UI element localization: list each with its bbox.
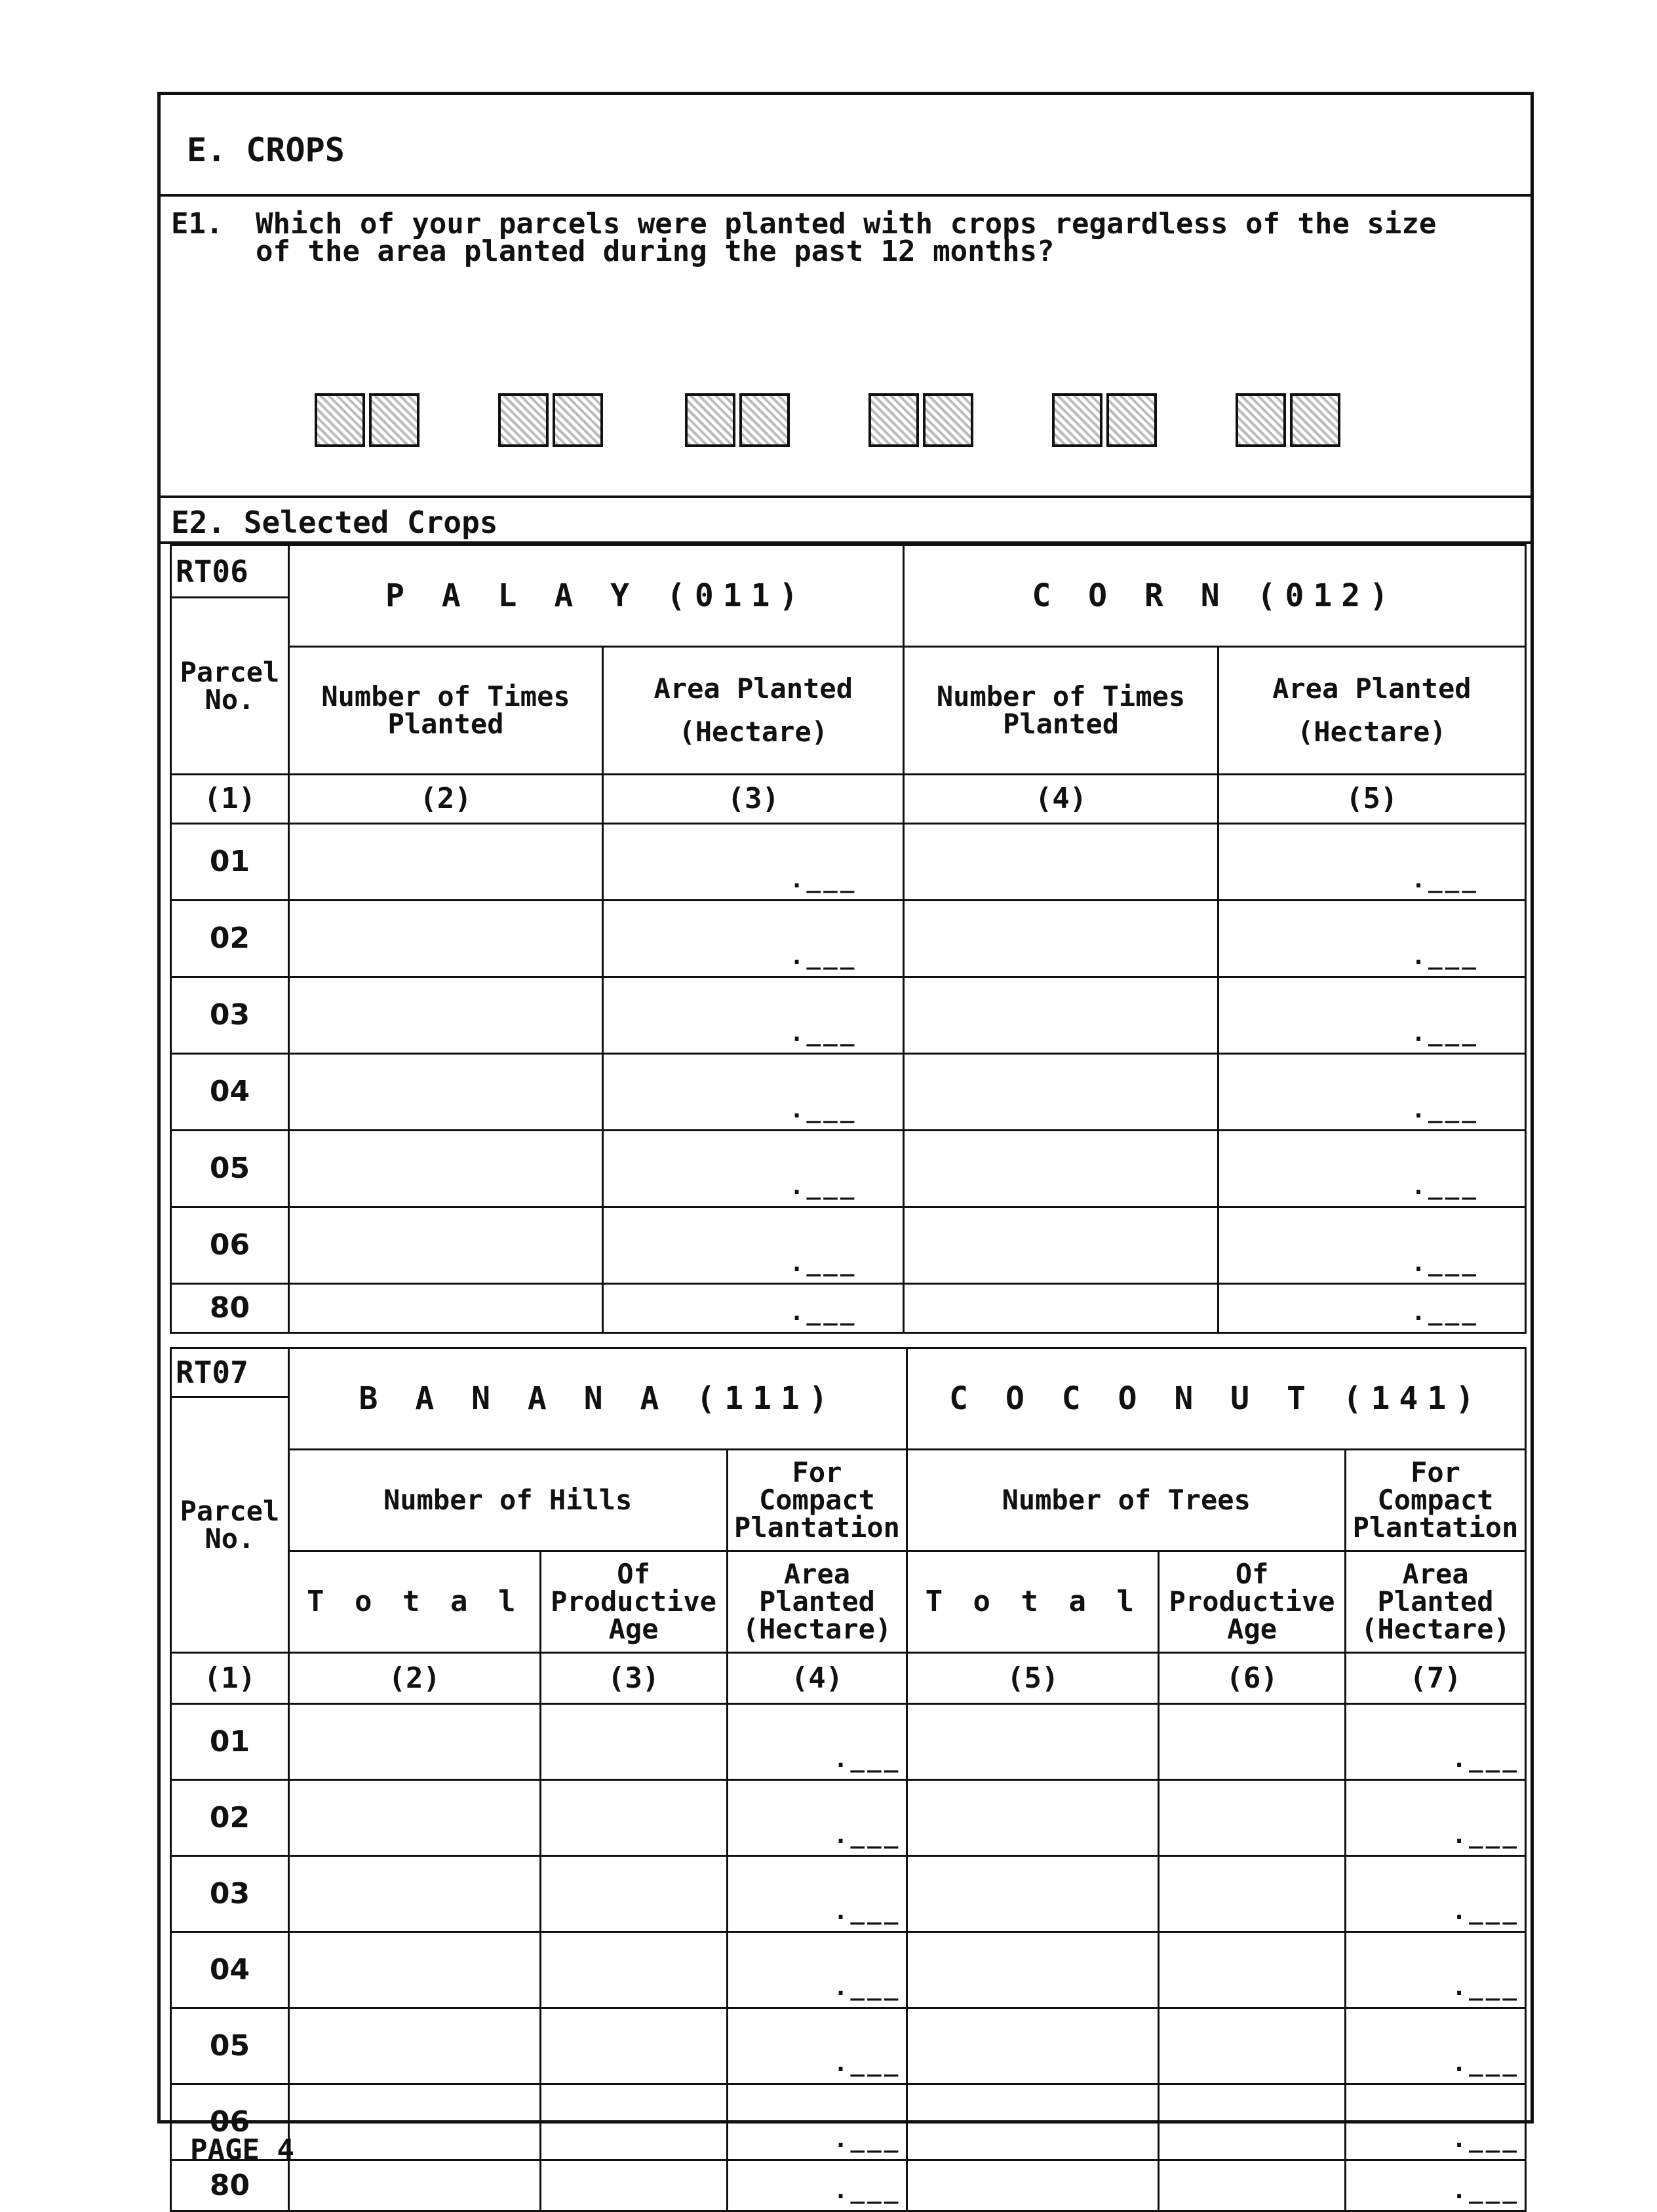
col-number: (7) <box>1346 1653 1526 1704</box>
hectare-label: (Hectare) <box>1297 716 1447 748</box>
col-number: (1) <box>171 1653 289 1704</box>
input-cell[interactable] <box>727 2008 907 2084</box>
input-cell[interactable] <box>904 1131 1218 1207</box>
parcel-code-box[interactable] <box>868 393 973 447</box>
decimal-mark: .___ <box>1452 1822 1519 1849</box>
parcel-no-header: Parcel No. <box>171 1397 289 1653</box>
input-cell[interactable] <box>288 901 602 977</box>
parcel-code-box[interactable] <box>685 393 790 447</box>
input-cell[interactable] <box>907 1704 1159 1780</box>
input-cell[interactable] <box>540 1856 727 1932</box>
input-cell[interactable] <box>907 1932 1159 2008</box>
input-cell[interactable] <box>1159 2084 1346 2160</box>
input-cell[interactable] <box>288 1704 540 1780</box>
section-header <box>161 95 1530 197</box>
table-row <box>171 1932 1526 2008</box>
corn-times-header: Number of Times Planted <box>904 647 1218 775</box>
parcel-number: 02 <box>171 1780 289 1856</box>
question-line-1: Which of your parcels were planted with crops regardless of the size <box>256 207 1437 241</box>
input-cell[interactable] <box>904 977 1218 1054</box>
col-number: (6) <box>1159 1653 1346 1704</box>
area-label: Area Planted <box>653 672 853 705</box>
table-row <box>171 1284 1526 1333</box>
parcel-code-box[interactable] <box>498 393 603 447</box>
parcel-number: 01 <box>171 1704 289 1780</box>
input-cell[interactable] <box>603 1131 904 1207</box>
input-cell[interactable] <box>1218 901 1525 977</box>
input-cell[interactable] <box>907 2008 1159 2084</box>
question-number: E1. <box>171 207 224 241</box>
parcel-number: 01 <box>171 824 289 901</box>
input-cell[interactable] <box>1218 977 1525 1054</box>
table-row <box>171 1780 1526 1856</box>
col-number: (5) <box>907 1653 1159 1704</box>
parcel-number: 06 <box>171 1207 289 1284</box>
banana-total-header: T o t a l <box>288 1551 540 1653</box>
rt07-table <box>170 1347 1527 2212</box>
banana-productive-header: Of Productive Age <box>540 1551 727 1653</box>
decimal-mark: .___ <box>1411 1299 1479 1326</box>
parcel-number: 03 <box>171 977 289 1054</box>
col-number: (2) <box>288 775 602 824</box>
decimal-mark: .___ <box>789 1096 857 1123</box>
col-number: (5) <box>1218 775 1525 824</box>
parcel-number: 04 <box>171 1054 289 1131</box>
rt07-label: RT07 <box>171 1348 289 1397</box>
input-cell[interactable] <box>540 1704 727 1780</box>
decimal-mark: .___ <box>833 1898 901 1925</box>
input-cell[interactable] <box>540 2084 727 2160</box>
palay-header: P A L A Y (011) <box>288 545 904 647</box>
input-cell[interactable] <box>1159 2160 1346 2211</box>
decimal-mark: .___ <box>833 2177 901 2204</box>
table-row <box>171 2160 1526 2211</box>
input-cell[interactable] <box>603 977 904 1054</box>
input-cell[interactable] <box>904 1054 1218 1131</box>
input-cell[interactable] <box>727 1780 907 1856</box>
table-row <box>171 1131 1526 1207</box>
table-row <box>171 977 1526 1054</box>
input-cell[interactable] <box>727 1704 907 1780</box>
input-cell[interactable] <box>1218 1131 1525 1207</box>
coconut-area-header: Area Planted (Hectare) <box>1346 1551 1526 1653</box>
corn-area-header <box>1218 647 1525 775</box>
input-cell[interactable] <box>603 1054 904 1131</box>
input-cell[interactable] <box>1159 1856 1346 1932</box>
input-cell[interactable] <box>727 1856 907 1932</box>
parcel-code-boxes <box>161 393 1530 452</box>
banana-compact-header: For Compact Plantation <box>727 1450 907 1551</box>
parcel-number: 05 <box>171 2008 289 2084</box>
coconut-productive-header: Of Productive Age <box>1159 1551 1346 1653</box>
coconut-header: C O C O N U T (141) <box>907 1348 1526 1450</box>
palay-times-header: Number of Times Planted <box>288 647 602 775</box>
decimal-mark: .___ <box>1411 1250 1479 1277</box>
decimal-mark: .___ <box>833 1974 901 2001</box>
hectare-label: (Hectare) <box>678 716 828 748</box>
input-cell[interactable] <box>907 1780 1159 1856</box>
input-cell[interactable] <box>907 1856 1159 1932</box>
parcel-code-box[interactable] <box>315 393 419 447</box>
table-row <box>171 2084 1526 2160</box>
e2-header <box>161 498 1530 544</box>
input-cell[interactable] <box>1218 824 1525 901</box>
decimal-mark: .___ <box>789 866 857 893</box>
decimal-mark: .___ <box>1452 1746 1519 1773</box>
input-cell[interactable] <box>1346 2160 1526 2211</box>
input-cell[interactable] <box>1346 1856 1526 1932</box>
corn-header: C O R N (012) <box>904 545 1526 647</box>
decimal-mark: .___ <box>1411 866 1479 893</box>
table-row <box>171 824 1526 901</box>
parcel-no-header: Parcel No. <box>171 598 289 775</box>
input-cell[interactable] <box>288 2008 540 2084</box>
input-cell[interactable] <box>1159 2008 1346 2084</box>
input-cell[interactable] <box>1218 1054 1525 1131</box>
rt06-label: RT06 <box>171 545 289 598</box>
input-cell[interactable] <box>904 824 1218 901</box>
e2-title: E2. Selected Crops <box>171 505 498 540</box>
decimal-mark: .___ <box>1411 1020 1479 1047</box>
decimal-mark: .___ <box>1452 2126 1519 2153</box>
decimal-mark: .___ <box>1411 1096 1479 1123</box>
decimal-mark: .___ <box>1411 1173 1479 1200</box>
input-cell[interactable] <box>603 1284 904 1333</box>
input-cell[interactable] <box>288 1780 540 1856</box>
col-number: (3) <box>540 1653 727 1704</box>
table-row <box>171 901 1526 977</box>
input-cell[interactable] <box>288 1131 602 1207</box>
input-cell[interactable] <box>1346 1704 1526 1780</box>
parcel-number: 80 <box>171 1284 289 1333</box>
banana-area-header: Area Planted (Hectare) <box>727 1551 907 1653</box>
decimal-mark: .___ <box>833 1746 901 1773</box>
decimal-mark: .___ <box>789 1250 857 1277</box>
input-cell[interactable] <box>288 1284 602 1333</box>
input-cell[interactable] <box>1218 1207 1525 1284</box>
parcel-number: 02 <box>171 901 289 977</box>
input-cell[interactable] <box>540 1932 727 2008</box>
decimal-mark: .___ <box>1452 2050 1519 2077</box>
question-line-2: of the area planted during the past 12 months? <box>256 235 1055 268</box>
area-label: Area Planted <box>1272 672 1472 705</box>
input-cell[interactable] <box>727 2084 907 2160</box>
parcel-code-box[interactable] <box>1236 393 1340 447</box>
input-cell[interactable] <box>904 1284 1218 1333</box>
decimal-mark: .___ <box>789 1020 857 1047</box>
parcel-code-box[interactable] <box>1052 393 1157 447</box>
decimal-mark: .___ <box>789 1173 857 1200</box>
decimal-mark: .___ <box>833 1822 901 1849</box>
input-cell[interactable] <box>540 1780 727 1856</box>
input-cell[interactable] <box>1159 1704 1346 1780</box>
input-cell[interactable] <box>1218 1284 1525 1333</box>
decimal-mark: .___ <box>789 943 857 970</box>
input-cell[interactable] <box>603 1207 904 1284</box>
coconut-compact-header: For Compact Plantation <box>1346 1450 1526 1551</box>
input-cell[interactable] <box>907 2084 1159 2160</box>
input-cell[interactable] <box>603 901 904 977</box>
parcel-number: 80 <box>171 2160 289 2211</box>
input-cell[interactable] <box>1159 1932 1346 2008</box>
col-number: (2) <box>288 1653 540 1704</box>
input-cell[interactable] <box>288 2160 540 2211</box>
table-row <box>171 2008 1526 2084</box>
col-number: (4) <box>904 775 1218 824</box>
input-cell[interactable] <box>288 977 602 1054</box>
input-cell[interactable] <box>288 1856 540 1932</box>
input-cell[interactable] <box>540 2008 727 2084</box>
input-cell[interactable] <box>1159 1780 1346 1856</box>
input-cell[interactable] <box>727 2160 907 2211</box>
decimal-mark: .___ <box>789 1299 857 1326</box>
input-cell[interactable] <box>904 901 1218 977</box>
banana-hills-header: Number of Hills <box>288 1450 727 1551</box>
decimal-mark: .___ <box>1452 1898 1519 1925</box>
table-row <box>171 1704 1526 1780</box>
input-cell[interactable] <box>540 2160 727 2211</box>
palay-area-header <box>603 647 904 775</box>
parcel-number: 06 <box>171 2084 289 2160</box>
input-cell[interactable] <box>288 1054 602 1131</box>
table-row <box>171 1054 1526 1131</box>
input-cell[interactable] <box>907 2160 1159 2211</box>
col-number: (1) <box>171 775 289 824</box>
section-title: E. CROPS <box>187 131 345 169</box>
parcel-number: 05 <box>171 1131 289 1207</box>
decimal-mark: .___ <box>833 2050 901 2077</box>
decimal-mark: .___ <box>1452 2177 1519 2204</box>
coconut-total-header: T o t a l <box>907 1551 1159 1653</box>
page-number: PAGE 4 <box>190 2133 294 2167</box>
input-cell[interactable] <box>1346 1932 1526 2008</box>
banana-header: B A N A N A (111) <box>288 1348 907 1450</box>
input-cell[interactable] <box>288 2084 540 2160</box>
decimal-mark: .___ <box>833 2126 901 2153</box>
input-cell[interactable] <box>1346 2008 1526 2084</box>
decimal-mark: .___ <box>1411 943 1479 970</box>
input-cell[interactable] <box>603 824 904 901</box>
parcel-number: 04 <box>171 1932 289 2008</box>
decimal-mark: .___ <box>1452 1974 1519 2001</box>
question-e1 <box>161 197 1530 498</box>
rt06-table <box>170 544 1527 1334</box>
table-row <box>171 1207 1526 1284</box>
table-row <box>171 1856 1526 1932</box>
coconut-trees-header: Number of Trees <box>907 1450 1346 1551</box>
input-cell[interactable] <box>288 1932 540 2008</box>
input-cell[interactable] <box>288 1207 602 1284</box>
input-cell[interactable] <box>727 1932 907 2008</box>
input-cell[interactable] <box>1346 1780 1526 1856</box>
input-cell[interactable] <box>1346 2084 1526 2160</box>
input-cell[interactable] <box>288 824 602 901</box>
input-cell[interactable] <box>904 1207 1218 1284</box>
parcel-number: 03 <box>171 1856 289 1932</box>
col-number: (3) <box>603 775 904 824</box>
col-number: (4) <box>727 1653 907 1704</box>
